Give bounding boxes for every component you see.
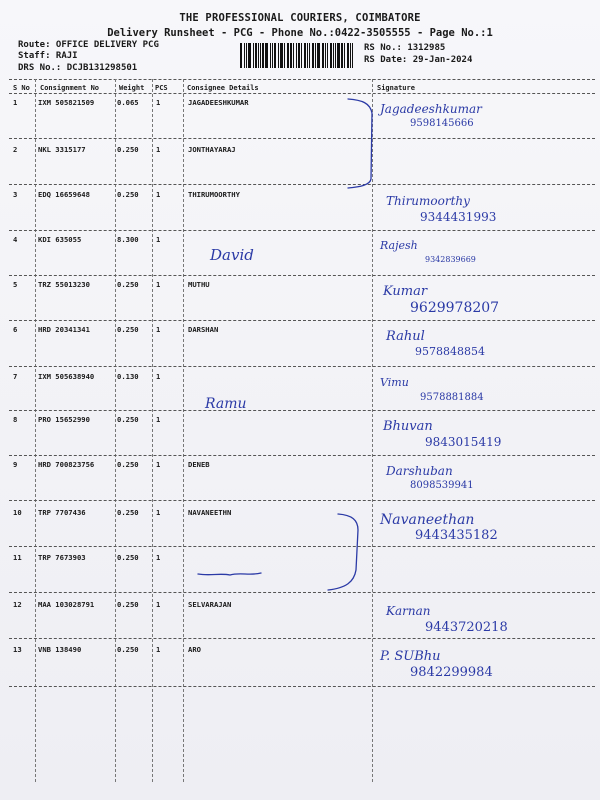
barcode-bar <box>260 43 261 68</box>
row-pcs: 1 <box>156 190 161 199</box>
row-consignment-no: VNB 138490 <box>38 645 82 654</box>
signature-name: Navaneethan <box>380 512 475 528</box>
barcode-bar <box>246 43 247 68</box>
row-consignee: SELVARAJAN <box>188 600 232 609</box>
handwritten-dash-mark <box>195 565 265 580</box>
row-consignee: MUTHU <box>188 280 210 289</box>
drs-number: DRS No.: DCJB131298501 <box>18 63 138 73</box>
row-sno: 5 <box>13 280 18 289</box>
signature-phone: 9578881884 <box>420 392 484 403</box>
row-weight: 8.300 <box>117 235 139 244</box>
row-consignee: ARO <box>188 645 201 654</box>
signature-phone: 9629978207 <box>410 300 500 316</box>
row-consignee: JAGADEESHKUMAR <box>188 98 249 107</box>
signature-phone: 9342839669 <box>425 255 476 264</box>
signature-name: Thirumoorthy <box>386 194 470 208</box>
staff-label: Staff: RAJI <box>18 51 78 61</box>
barcode-bar <box>284 43 285 68</box>
barcode-bar <box>344 43 345 68</box>
company-title: THE PROFESSIONAL COURIERS, COIMBATORE <box>179 12 421 24</box>
barcode-bar <box>287 43 289 68</box>
row-pcs: 1 <box>156 98 161 107</box>
row-consignment-no: HRD 700823756 <box>38 460 95 469</box>
row-pcs: 1 <box>156 415 161 424</box>
barcode-bar <box>270 43 271 68</box>
row-pcs: 1 <box>156 645 161 654</box>
row-weight: 0.130 <box>117 372 139 381</box>
barcode-bar <box>301 43 302 68</box>
signature-phone: 9598145666 <box>410 118 474 129</box>
signature-phone: 9344431993 <box>420 210 497 224</box>
row-sno: 1 <box>13 98 18 107</box>
signature-name: P. SUBhu <box>380 649 441 664</box>
row-sno: 7 <box>13 372 18 381</box>
rs-date: RS Date: 29-Jan-2024 <box>364 55 473 65</box>
header-sno: S No <box>13 84 30 92</box>
barcode-bar <box>337 43 340 68</box>
bracket-mark <box>318 510 368 595</box>
signature-phone: 9842299984 <box>410 665 493 680</box>
row-consignment-no: IXM 505821509 <box>38 98 95 107</box>
row-pcs: 1 <box>156 280 161 289</box>
header-bottom-rule <box>9 93 595 94</box>
consignee-handwriting: Ramu <box>205 396 247 412</box>
signature-name: Vimu <box>380 376 409 389</box>
signature-name: Bhuvan <box>383 419 433 434</box>
header-consignment: Consignment No <box>40 84 100 92</box>
barcode-bar <box>304 43 306 68</box>
row-consignee: JONTHAYARAJ <box>188 145 236 154</box>
row-sno: 12 <box>13 600 22 609</box>
barcode-bar <box>322 43 324 68</box>
row-sno: 6 <box>13 325 18 334</box>
signature-name: Darshuban <box>386 464 453 478</box>
barcode-bar <box>347 43 349 68</box>
signature-phone: 9443720218 <box>425 620 508 635</box>
row-consignment-no: EDQ 16659648 <box>38 190 90 199</box>
row-consignment-no: TRZ 55013230 <box>38 280 90 289</box>
row-sno: 2 <box>13 145 18 154</box>
barcode-bar <box>248 43 251 68</box>
row-sno: 3 <box>13 190 18 199</box>
barcode-bar <box>278 43 279 68</box>
barcode-bar <box>272 43 273 68</box>
row-consignment-no: NKL 3315177 <box>38 145 86 154</box>
row-sno: 13 <box>13 645 22 654</box>
consignee-handwriting: David <box>210 246 254 264</box>
barcode <box>240 43 355 68</box>
barcode-bar <box>317 43 320 68</box>
barcode-bar <box>341 43 343 68</box>
barcode-bar <box>309 43 310 68</box>
row-divider <box>9 184 595 185</box>
barcode-bar <box>333 43 334 68</box>
header-pcs: PCS <box>155 84 168 92</box>
row-divider <box>9 546 595 547</box>
row-divider <box>9 686 595 687</box>
barcode-bar <box>274 43 276 68</box>
barcode-bar <box>240 43 242 68</box>
row-weight: 0.250 <box>117 645 139 654</box>
row-consignee: DARSHAN <box>188 325 219 334</box>
row-pcs: 1 <box>156 325 161 334</box>
barcode-bar <box>262 43 264 68</box>
row-divider <box>9 320 595 321</box>
barcode-bar <box>258 43 259 68</box>
barcode-bar <box>296 43 297 68</box>
row-divider <box>9 138 595 139</box>
barcode-bar <box>330 43 332 68</box>
header-signature: Signature <box>377 84 415 92</box>
row-weight: 0.065 <box>117 98 139 107</box>
row-divider <box>9 366 595 367</box>
row-weight: 0.250 <box>117 553 139 562</box>
row-divider <box>9 230 595 231</box>
row-consignment-no: MAA 103028791 <box>38 600 95 609</box>
row-consignment-no: TRP 7673903 <box>38 553 86 562</box>
header-top-rule <box>9 79 595 80</box>
bracket-mark <box>340 95 380 195</box>
row-sno: 10 <box>13 508 22 517</box>
signature-phone: 9578848854 <box>415 345 485 358</box>
row-pcs: 1 <box>156 145 161 154</box>
signature-name: Jagadeeshkumar <box>380 102 482 116</box>
row-weight: 0.250 <box>117 460 139 469</box>
signature-phone: 9843015419 <box>425 435 502 449</box>
row-consignee: NAVANEETHN <box>188 508 232 517</box>
row-weight: 0.250 <box>117 600 139 609</box>
row-pcs: 1 <box>156 553 161 562</box>
row-pcs: 1 <box>156 600 161 609</box>
row-divider <box>9 410 595 411</box>
row-sno: 11 <box>13 553 22 562</box>
signature-phone: 8098539941 <box>410 480 474 491</box>
row-divider <box>9 275 595 276</box>
row-pcs: 1 <box>156 508 161 517</box>
row-weight: 0.250 <box>117 190 139 199</box>
barcode-bar <box>327 43 328 68</box>
row-sno: 8 <box>13 415 18 424</box>
signature-name: Rajesh <box>380 239 418 252</box>
barcode-bar <box>315 43 316 68</box>
barcode-bar <box>298 43 301 68</box>
row-consignee: THIRUMOORTHY <box>188 190 240 199</box>
row-divider <box>9 638 595 639</box>
row-weight: 0.250 <box>117 415 139 424</box>
row-sno: 9 <box>13 460 18 469</box>
barcode-bar <box>312 43 314 68</box>
signature-name: Karnan <box>386 604 431 618</box>
barcode-bar <box>325 43 326 68</box>
row-pcs: 1 <box>156 235 161 244</box>
barcode-bar <box>265 43 268 68</box>
row-consignment-no: HRD 20341341 <box>38 325 90 334</box>
row-consignment-no: TRP 7707436 <box>38 508 86 517</box>
header-consignee: Consignee Details <box>187 84 259 92</box>
row-pcs: 1 <box>156 372 161 381</box>
barcode-bar <box>293 43 294 68</box>
row-divider <box>9 592 595 593</box>
barcode-bar <box>255 43 257 68</box>
row-weight: 0.250 <box>117 145 139 154</box>
header-weight: Weight <box>119 84 145 92</box>
route-label: Route: OFFICE DELIVERY PCG <box>18 40 159 50</box>
row-weight: 0.250 <box>117 280 139 289</box>
runsheet-subtitle: Delivery Runsheet - PCG - Phone No.:0422-3505555 - Page No.:1 <box>107 27 493 39</box>
row-weight: 0.250 <box>117 325 139 334</box>
barcode-bar <box>352 43 353 68</box>
row-sno: 4 <box>13 235 18 244</box>
row-divider <box>9 500 595 501</box>
row-pcs: 1 <box>156 460 161 469</box>
barcode-bar <box>244 43 245 68</box>
row-weight: 0.250 <box>117 508 139 517</box>
signature-phone: 9443435182 <box>415 528 498 543</box>
row-consignee: DENEB <box>188 460 210 469</box>
barcode-bar <box>280 43 283 68</box>
signature-name: Kumar <box>383 284 428 299</box>
signature-name: Rahul <box>386 329 425 344</box>
barcode-bar <box>350 43 351 68</box>
row-consignment-no: KDI 635055 <box>38 235 82 244</box>
rs-number: RS No.: 1312985 <box>364 43 446 53</box>
barcode-bar <box>335 43 336 68</box>
row-divider <box>9 455 595 456</box>
row-consignment-no: PRO 15652990 <box>38 415 90 424</box>
barcode-bar <box>307 43 308 68</box>
barcode-bar <box>290 43 292 68</box>
barcode-bar <box>253 43 254 68</box>
row-consignment-no: IXM 505638940 <box>38 372 95 381</box>
